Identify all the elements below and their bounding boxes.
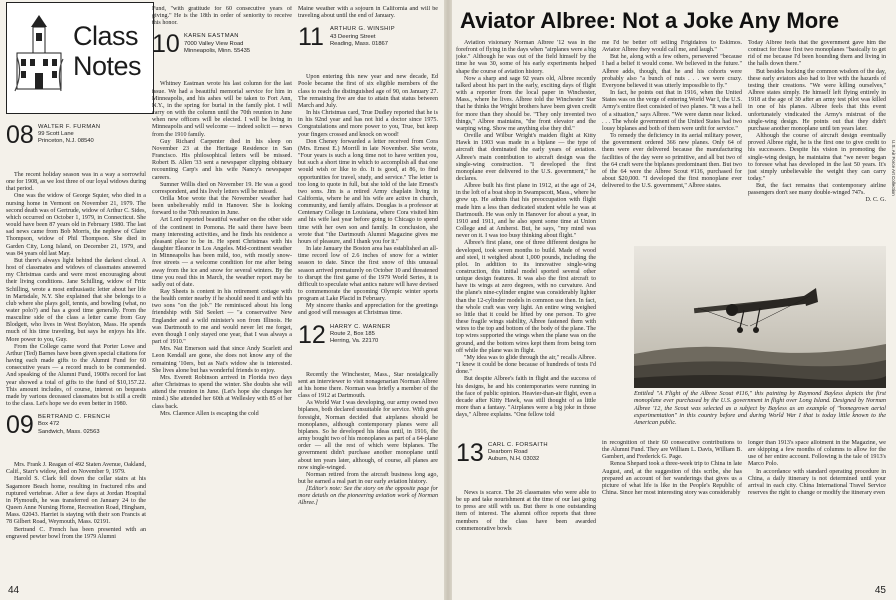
- paragraph: In his Christmas card, True Dudley reported that he is in his 92nd year and has not hid a doctor since 1975. Congratulations and more power to you, True, but keep your fingers crossed and knock on wood!: [298, 110, 438, 138]
- campus-building-illustration: [13, 13, 65, 93]
- class-year: 10: [152, 30, 180, 59]
- paragraph: Recently the Winchester, Mass., Star nostalgically sent an interviewer to visit nonagenarian Norman Albree at his home there. Norman was briefly a member of the class of 1912 at Dartmouth.: [298, 371, 438, 400]
- paragraph: Mrs. Frank J. Reagan of 492 Staten Avenue, Oakland, Calif., Starr's widow, died on November 9, 1979.: [6, 462, 146, 476]
- paragraph: me I'd be better off selling Frigidaires to Eskimos. Aviator Albree they would call me, and laugh.": [602, 40, 742, 54]
- class-year: 09: [6, 411, 34, 440]
- paragraph: Although the course of aircraft design eventually proved Albree right, he is the first one to give credit to his successors. Despite his vision in promoting the single-wing design, he maintains that "we never began to foresee what has developed in the last 50 years. It's just simply unbelievable the weight they can carry today.": [748, 133, 886, 182]
- paragraph: To remedy the deficiency in its aerial military power, the government ordered 366 new planes. Only 64 of them were ever delivered because the manufacturing facilities of the day were so primitive, and all but two of the 64 craft were the biplanes predominant then. But two of the 64 were the Albree Scout #116, purchased for about $20,000. "I developed the first monoplane ever delivered to the U.S. government," Albree states.: [602, 133, 742, 190]
- paragraph: Albree built his first plane in 1912, at the age of 24, in the loft of a boat shop in Swampscott, Mass., where he grew up. He admits that his preoccupation with flight made him a less than dedicated student while he was at Dartmouth. He was only in Hanover for about a year, in 1910 and 1911, and he also spent some time at Union College and at Amherst. But, he says, "my mind was never on it. I was too busy thinking about flight.": [456, 183, 596, 240]
- class-entry-1908: [6, 120, 146, 168]
- paragraph: Harold S. Clark fell down the cellar stairs at his Sagamore Beach home, resulting in fractured ribs and ruptured vertebrae. After a few days at Jordan Hospital in Plymouth, he was transferred on January 24 to the Queen Anne Nursing Home, Recreation Road, Hingham, Mass. 02043. Harriet is staying with their son Francis at 78 Gilbert Road, Weymouth, Mass. 02191.: [6, 476, 146, 526]
- paragraph: But he, along with a few others, persevered "because I had a belief it would come. We believed in the future." Albree adds, though, that he and his cohorts were probably also "a bunch of nuts . . . we were crazy. Everyone believed it was utterly impossible to fly.": [602, 54, 742, 89]
- albree-scout-painting: [634, 246, 886, 388]
- class-year: 13: [456, 439, 484, 467]
- class-entry-1910: [152, 29, 292, 77]
- paragraph: Ray Sheets is content in his retirement cottage with the health center nearby if he should need it and with his two sons "on the job." He reminisced about his long friendship with Sid Seelert — "a conservative New Englander and a wild minister's son from Illinois. He was Dartmouth to me and would never let me forget, even though I only stayed one year, that I was always a part of 1910.": [152, 289, 292, 346]
- page-number: 44: [8, 585, 20, 596]
- author-initials: D. C. G.: [865, 197, 886, 204]
- paragraph: News is scarce. The 26 classmates who were able to be up and take nourishment at the time of our last going to press are still with us. But there is one outstanding item of interest. The alumni office reports that three members of the class have been awarded commemorative bowls: [456, 490, 596, 532]
- paragraph: In late January the Boston area has established an all-time record low of 2.6 inches of snow for a winter season to date. Since the first snow of this unusual season arrived prematurely on October 10 and threatened to disrupt the first game of the 1979 World Series, it is difficult to speculate what antics nature will have devised to commemorate the upcoming Olympic winter sports program at Lake Placid in February.: [298, 246, 438, 303]
- bottom-column-3: [748, 440, 886, 586]
- paragraph: One was the widow of George Squier, who died in a nursing home in Vermont on November 21, 1979. The second death was of Gertrude, widow of Arthur C. Sides, which occurred on October 1, 1979, in Connecticut. She would have been 87 years old in February 1980. The last sad news came from Bob Morris, the nephew of Claire Thompson, widow of Phil Thompson. She died in Garden City, Long Island, on December 21, 1979, and was 84 years old last May.: [6, 193, 146, 257]
- bottom-column-2: [602, 440, 742, 586]
- paragraph: Mrs. Nat Emerson said that since Andy Scarlett and Leon Kendall are gone, she does not know any of the remaining '10ers, but as Nat's widow she is interested. She lives alone but has wonderful friends to enjoy.: [152, 346, 292, 374]
- paragraph: Art Lord reported beautiful weather on the other side of the continent in Pomona. He said there have been many interesting activities, and he finds his residence a pleasant place to be in. He spent Christmas with his daughter Eleanor in Los Angeles. Mid-continent weather in Minneapolis has been mild, too, with mostly snow-free streets — a welcome condition for me after being away from the ice and snow for several winters. By the time you read this in March, the weather report may be sadly out of date.: [152, 217, 292, 288]
- editors-note: [Editor's note: See the story on the opposite page for more details on the pioneering aviation work of Norman Albree.]: [298, 486, 438, 507]
- class-entry-1912: [298, 320, 438, 368]
- left-column-3: [298, 6, 438, 584]
- class-secretary: ARTHUR G. WINSHIP 43 Deering Street Reading, Mass. 01867: [330, 26, 395, 47]
- paragraph: Whitney Eastman wrote his last column for the last issue. We had a beautiful memorial service for him in Minneapolis, and his ashes will be taken to Fort Ann, N.Y., in the spring for burial in the family plot. I will carry on with the column until the 70th reunion in June when new officers will be elected. I will be living in Minneapolis and will welcome — indeed solicit — news from the 1910 family.: [152, 81, 292, 138]
- class-entry-1911: [298, 22, 438, 70]
- class-entry-1913: [456, 438, 596, 486]
- class-secretary: CARL C. FORSAITH Dearborn Road Auburn, N.H. 03032: [488, 442, 548, 463]
- class-notes-1913-column: [456, 436, 596, 586]
- left-page: [0, 0, 444, 600]
- paragraph: Sumner Willis died on November 19. He was a good correspondent, and his lively letters will be missed.: [152, 181, 292, 195]
- paragraph: But despite Albree's faith in flight and the success of his designs, he and his contemporaries were running in the face of public opinion. Heavier-than-air flight, even a decade after Kitty Hawk, was still thought of as little more than a fantasy. "Airplanes were a big joke in those days," Albree explains. "One fellow told: [456, 376, 596, 419]
- article-headline: Aviator Albree: Not a Joke Any More: [460, 8, 839, 33]
- photo-credit: U.S. Air Force Art Collection: [891, 140, 896, 196]
- class-secretary: HARRY C. WARNER Route 2, Box 185 Herring, Va. 22170: [330, 323, 391, 345]
- class-year: 12: [298, 320, 326, 349]
- article-column-2: [602, 40, 742, 240]
- paragraph: Norman retired from the aircraft business long ago, but he earned a real part in our early aviation history.: [298, 471, 438, 485]
- paragraph: in recognition of their 60 consecutive contributions to the Alumni Fund. They are William L. Davis, William B. Gambert, and Frederick G. Page.: [602, 440, 742, 461]
- paragraph: But besides bucking the common wisdom of the day, these early aviators also had to live with the hazards of testing their creations. "We were killing ourselves," Albree states simply. He himself left flying entirely in 1918 at the age of 30 after an army test pilot was killed in one of his planes. Albree feels that this event unfortunately vindicated the Army's mistrust of the single-wing design. He points out that they didn't purchase another monoplane until ten years later.: [748, 68, 886, 132]
- class-entry-1909: [6, 410, 146, 458]
- class-notes-title: Class Notes: [73, 21, 142, 81]
- class-secretary: KAREN EASTMAN 7000 Valley View Road Minneapolis, Minn. 55435: [184, 33, 251, 54]
- class-secretary: WALTER F. FURMAN 99 Scott Lane Princeton, N.J. 08540: [38, 124, 101, 145]
- paragraph: Orilla Moe wrote that the November weather had been unbelievably mild in Hanover. She is looking forward to the 70th reunion in June.: [152, 195, 292, 217]
- paragraph: Maine weather with a sojourn in California and will be traveling about until the end of January.: [298, 6, 438, 20]
- paragraph: Orville and Wilbur Wright's maiden flight at Kitty Hawk in 1903 was made in a biplane — the type of aircraft that dominated the early years of aviation. Albree's main contribution to aircraft design was the single-wing construction. "I developed the first monoplane ever delivered to the U.S. government," he declares.: [456, 133, 596, 182]
- paragraph: Aviation visionary Norman Albree '12 was in the forefront of flying in the days when "airplanes were a big joke." Although he was out of the field himself by the time he was 30, some of his early experiments helped shape the course of aviation history.: [456, 40, 596, 75]
- painting-caption: Entitled "A Flight of the Albree Scout #116," this painting by Raymond Bayless depicts the first monoplane ever purchased by the U.S. government in flight over Long Island. Designed by Norman Albree '12, the Scout was selected as a subject by Bayless as an example of "homegrown aerial experimentation" in this country before and during World War I that is today little known to the American public.: [634, 390, 886, 427]
- paragraph: Today Albree feels that the government gave him the contract for those first two monoplanes "basically to get rid of me because I'd been hounding them and living in the halls down there.": [748, 40, 886, 68]
- class-year: 08: [6, 121, 34, 149]
- class-notes-logo: [6, 2, 154, 114]
- class-secretary: BERTRAND C. FRENCH Box 472 Sandwich, Mass. 02563: [38, 414, 111, 435]
- paragraph: Albree's first plane, one of three different designs he developed, took seven months to build. Made of wood and steel, it weighed about 1,000 pounds, including the pilot. In addition to its innovative single-wing construction, this initial model sported several other unique design features. It was also the first aircraft to have its wings at zero degrees, with no curvature. And the plane's nine-cylinder engine was considerably lighter than the 12-cylinder models in common use then. In fact, the whole craft was very light. An entire wing weighed so little that it could be lifted by one person. To give these fragile wings stability, Albree fastened them with wires to the top and bottom of the body of the plane. The top wires supported the wings when the plane was on the ground, and the bottom wires kept them from being torn off while the plane was in flight.: [456, 240, 596, 354]
- page-number: 45: [874, 585, 886, 596]
- paragraph: Don Cheney forwarded a letter received from Cora (Mrs. Ernest E.) Morrill in late November. She wrote, "Four years is such a long time not to have written you, but such a short time in which to accomplish all that one would wish or like to do. It is good, at 86, to find opportunities for travel, study, and service." The letter is too long to quote in full, but she told of the late Ernest's two sons. Jim is a retired Army chaplain living in California, where he and his wife are active in church, community, and family affairs. Douglas is a professor at Centenary College in Louisiana, where Cora visited him and his wife last year before going to Chicago to spend time with her own son and family. In conclusion, she wrote that "the Dartmouth Alumni Magazine gives me hours of pleasure, and I thank you for it.": [298, 138, 438, 245]
- paragraph: But, the fact remains that contemporary airline passengers don't see many double-winged 747s.: [748, 183, 886, 197]
- paragraph: From the College came word that Porter Lowe and Arthur (Ted) Barnes have been given special citations for having each made gifts to the Alumni Fund for 60 consecutive years — a record much to be commended. And speaking of the Alumni Fund, 1908's record for last year showed a total of gifts to the fund of $10,157.22. This amount includes, of course, interest on bequests made by various deceased classmates but is still a credit to the class. Let's hope we do even better in 1980.: [6, 343, 146, 407]
- article-column-3: [748, 40, 886, 244]
- paragraph: But there's always light behind the darkest cloud. A host of classmates and widows of classmates answered my Christmas cards and were most encouraging about their living conditions. Jane Schilling, widow of Fritz Schilling, wrote a most enthusiastic letter about her life in Martsdale, N.Y. She explained that she belongs to a club where she plays golf, tennis, and bowling (what, no water polo?) and has a good time generally. From the masculine side of the class a letter came from Guy Blodgett, who lives in West Boylston, Mass. He spends much of his time traveling, but says he enjoys his life. More power to you, Guy.: [6, 257, 146, 343]
- left-column-1: [6, 118, 146, 583]
- left-column-2: [152, 6, 292, 584]
- page-gutter: [444, 0, 452, 600]
- paragraph: Now a sharp and sage 92 years old, Albree recently talked about his part in the early, exciting days of flight with a reporter from the local paper in Winchester, Mass., where he lives. Albree told the Winchester Star that he thinks the Wright brothers have been given credit for more than they should be. "They only invented two things," Albree maintains, "the front elevator and the warping wing. Show me anything else they did.": [456, 75, 596, 132]
- paragraph: In accordance with standard operating procedure in China, a daily itinerary is not determined until your arrival in each city. China International Travel Service reserves the right to change or modify the itinerary even: [748, 468, 886, 497]
- paragraph: Renoa Shepard took a three-week trip to China in late August, and, at the suggestion of this scribe, she has prepared an account of her wanderings that gives us a picture of what life is like in the People's Republic of China. Since her most interesting story was considerably: [602, 461, 742, 497]
- paragraph: In fact, he points out that in 1916, when the United States was on the verge of entering World War I, the U.S. Army's entire fleet consisted of two planes. "It was a hell of a situation," says Albree. "We were damn near licked. . . . The whole government of the United States had two lousy biplanes and both of them were unfit for service.": [602, 90, 742, 132]
- paragraph: Bertrand C. French has been presented with an engraved pewter bowl from the 1979 Alumni: [6, 526, 146, 540]
- paragraph: Mrs. Clarence Allen is escaping the cold: [160, 410, 259, 417]
- paragraph: Fund, "with gratitude for 60 consecutive years of giving." He is the 18th in order of seniority to receive this honor.: [152, 6, 292, 27]
- paragraph: longer than 1913's space allotment in the Magazine, we are skipping a few months of columns to allow for the use of her entire account. Following is the tale of 1913's Marco Polo.: [748, 440, 886, 468]
- paragraph: Upon entering this new year and new decade, Ed Poole became the first of six eligible members of the class to reach the distinguished age of 90, on January 27. The remaining five are due to attain that status between March and July.: [298, 74, 438, 109]
- paragraph: The recent holiday season was in a way a sorrowful one for 1908, as we lost three of our loyal widows during that period.: [6, 172, 146, 193]
- paragraph: "My idea was to glide through the air," recalls Albree. "I knew it could be done because of hundreds of tests I'd done.": [456, 354, 596, 376]
- paragraph: Mrs. Everett Robinson arrived in Florida two days after Christmas to spend the winter. She doubts she will attend the reunion in June. (Let's hope she changes her mind.) She attended her 60th at Wellesley with 85 of her class back.: [152, 374, 292, 410]
- paragraph: As World War I was developing, our army owned two biplanes, both declared unsuitable for service. With great foresight, Norman decided that airplanes should be monoplanes, although contemporary planes were all biplanes. So he developed his ideas until, in 1916, the army bought two of his monoplanes as part of a 64-plane order — all the rest of which were biplanes. The government didn't purchase another monoplane until about ten years later, although, of course, all planes are now single-winged.: [298, 400, 438, 471]
- class-year: 11: [298, 23, 324, 52]
- right-page: [452, 0, 896, 600]
- paragraph: Guy Richard Carpenter died in his sleep on November 23 at the Heritage Residence in San Francisco. His philosophical letters will be missed. Robert B. Allen '33 sent a newspaper clipping obituary recounting Carp's and his wife Nancy's newspaper careers.: [152, 138, 292, 181]
- painting-illustration: [634, 246, 886, 388]
- paragraph: My sincere thanks and appreciation for the greetings and good will messages at Christmas time.: [298, 303, 438, 317]
